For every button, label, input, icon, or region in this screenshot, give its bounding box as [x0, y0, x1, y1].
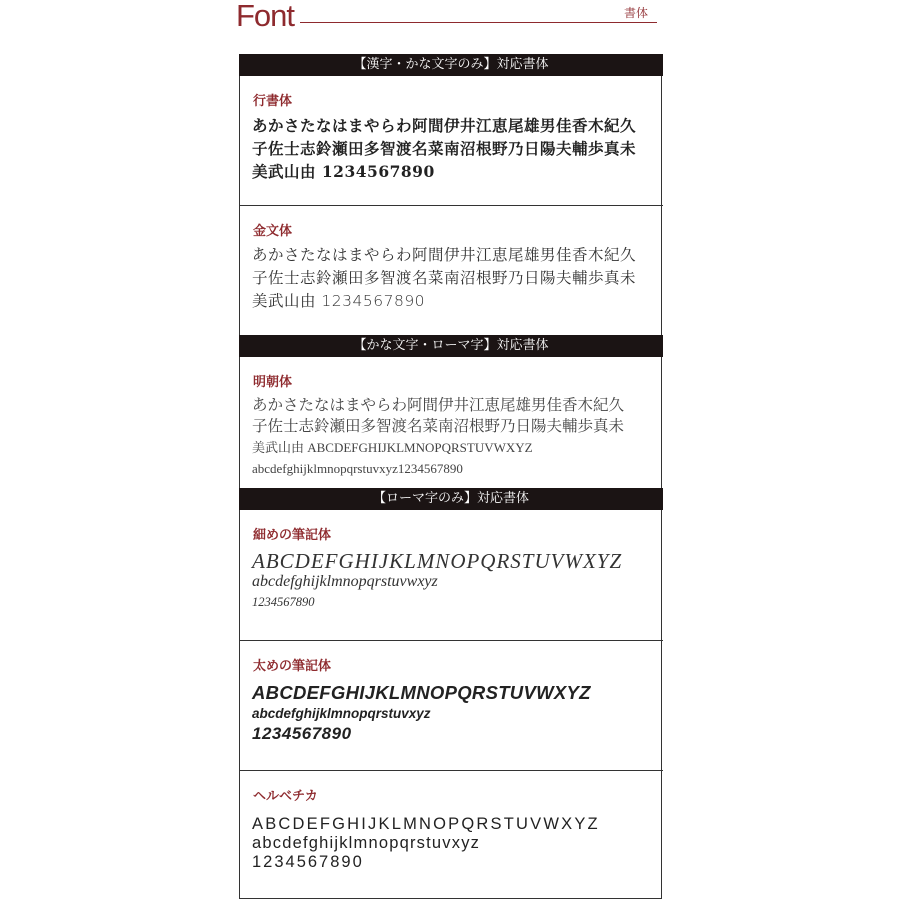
font-sample-text — [252, 395, 624, 479]
sample-line: 1234567890 — [252, 724, 352, 743]
font-sample-bold-script — [239, 641, 663, 771]
font-sample-text — [252, 114, 636, 183]
sample-line: ABCDEFGHIJKLMNOPQRSTUVWXYZ — [252, 549, 623, 573]
font-sample-helvetica — [239, 771, 663, 900]
font-name: 太めの筆記体 — [253, 659, 332, 674]
font-name: ヘルベチカ — [253, 789, 318, 804]
sample-line: あかさたなはまやらわ阿間伊井江恵尾雄男佳香木紀久 — [252, 246, 637, 264]
font-name: 細めの筆記体 — [253, 528, 332, 543]
sample-line: 美武山由 ABCDEFGHIJKLMNOPQRSTUVWXYZ — [252, 440, 533, 455]
page-title: Font — [236, 0, 295, 33]
section-band-kana-roman: 【かな文字・ローマ字】対応書体 — [239, 335, 663, 357]
sample-line: abcdefghijklmnopqrstuvxyz — [252, 706, 431, 721]
sample-line: ABCDEFGHIJKLMNOPQRSTUVWXYZ — [252, 815, 600, 833]
font-sample-thin-script — [239, 510, 663, 641]
sample-line: 1234567890 — [252, 853, 364, 871]
sample-line: 子佐士志鈴瀬田多智渡名菜南沼根野乃日陽夫輔歩真未 — [252, 417, 625, 435]
sample-line: 美武山由 1234567890 — [252, 162, 435, 181]
font-name: 明朝体 — [253, 375, 293, 390]
sample-line: abcdefghijklmnopqrstuvxyz — [252, 834, 481, 852]
font-sample-text — [252, 244, 636, 313]
title-rule — [300, 22, 657, 23]
font-sample-gyosho — [239, 76, 663, 206]
sample-line: 美武山由 1234567890 — [252, 292, 426, 310]
sample-line: 子佐士志鈴瀬田多智渡名菜南沼根野乃日陽夫輔歩真未 — [252, 139, 637, 158]
sample-line: abcdefghijklmnopqrstuvxyz1234567890 — [252, 461, 463, 476]
sample-line: 1234567890 — [252, 595, 315, 609]
section-band-roman: 【ローマ字のみ】対応書体 — [239, 488, 663, 510]
section-band-kanji-kana: 【漢字・かな文字のみ】対応書体 — [239, 54, 663, 76]
font-sample-text — [252, 550, 622, 612]
font-name: 行書体 — [253, 94, 293, 109]
font-sample-text — [252, 681, 591, 745]
sample-line: ABCDEFGHIJKLMNOPQRSTUVWXYZ — [252, 682, 591, 703]
font-sample-kinbun — [239, 206, 663, 336]
sample-line: 子佐士志鈴瀬田多智渡名菜南沼根野乃日陽夫輔歩真未 — [252, 269, 637, 287]
font-sample-text — [252, 815, 600, 872]
sample-line: あかさたなはまやらわ阿間伊井江恵尾雄男佳香木紀久 — [252, 116, 637, 135]
font-name: 金文体 — [253, 224, 293, 239]
page-subtitle: 書体 — [624, 6, 649, 20]
font-sample-mincho — [239, 357, 663, 489]
sample-line: あかさたなはまやらわ阿間伊井江恵尾雄男佳香木紀久 — [252, 396, 625, 414]
sample-line: abcdefghijklmnopqrstuvwxyz — [252, 573, 438, 590]
